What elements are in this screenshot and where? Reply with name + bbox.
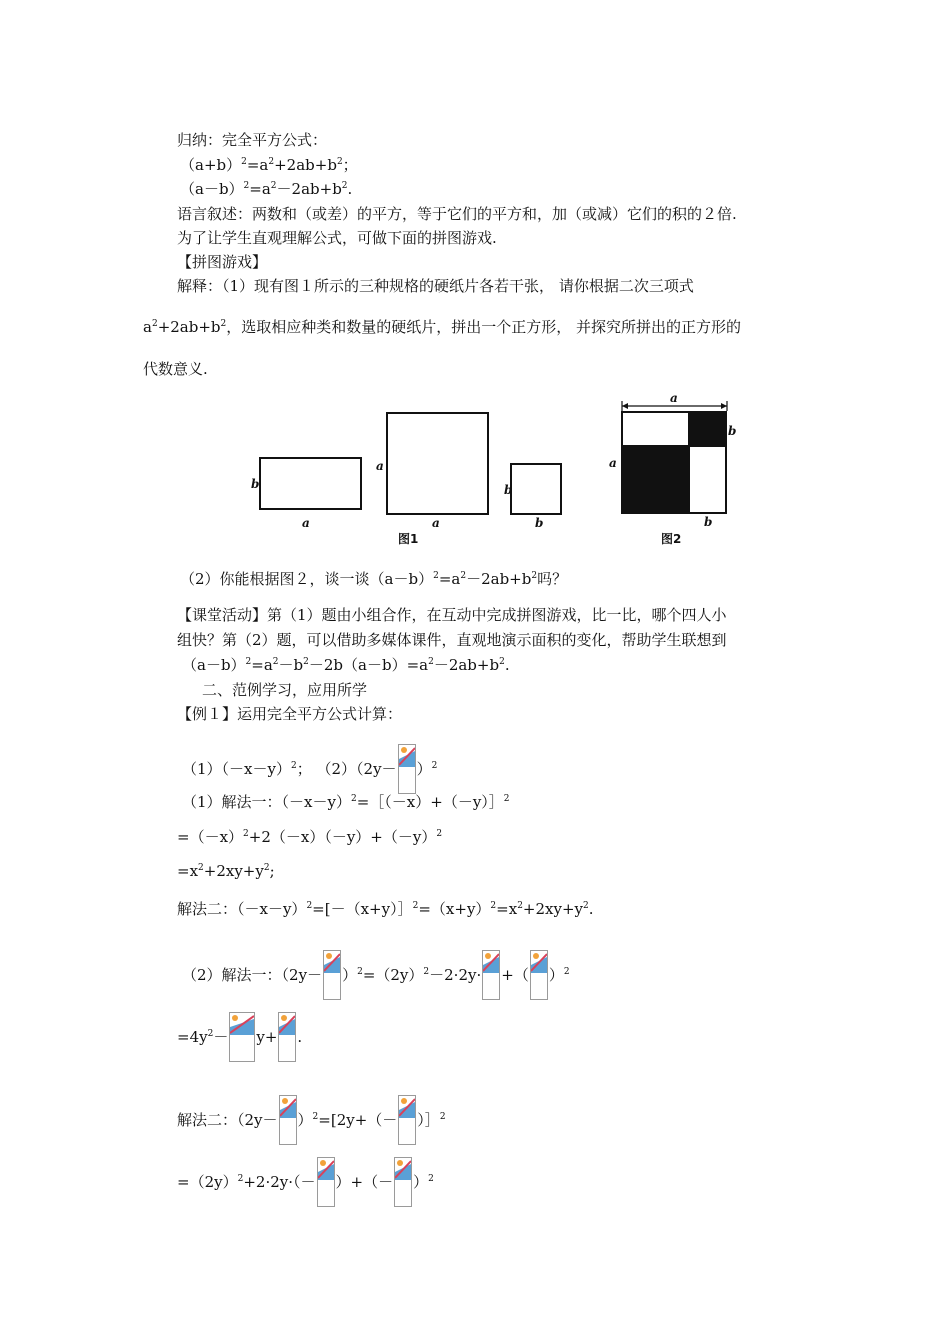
fig2-large-black <box>622 446 689 513</box>
solution-1-method-2: 解法二：$(-x-y)^2=[-(x+y)]^2=(x+y)^2=x^2+2xy+y^2$. <box>177 900 594 918</box>
label-a-3: a <box>432 516 440 530</box>
class-activity-formula: $(a-b)^2=a^2-b^2-2b(a-b)=a^2-2ab+b^2$. <box>182 656 510 674</box>
fig1-caption: 图1 <box>398 532 419 546</box>
solution-1-step-2: $=(-x)^2+2(-x)(-y)+(-y)^2$ <box>177 828 443 846</box>
broken-image-icon <box>279 1095 297 1145</box>
broken-image-icon <box>394 1157 412 1207</box>
broken-image-icon <box>482 950 500 1000</box>
puzzle-figures <box>240 388 740 553</box>
explanation-line-3: 代数意义. <box>143 360 208 378</box>
class-activity-line-1: 【课堂活动】第（1）题由小组合作，在互动中完成拼图游戏，比一比，哪个四人小 <box>177 606 727 624</box>
rect-ab <box>260 458 361 509</box>
verbal-statement: 语言叙述：两数和（或差）的平方，等于它们的平方和，加（或减）它们的积的２倍. <box>177 205 737 223</box>
label-b-2: b <box>504 483 513 497</box>
intro-game: 为了让学生直观理解公式，可做下面的拼图游戏. <box>177 229 497 247</box>
fig2-small-black <box>689 412 726 446</box>
explanation-line-2: $a^2+2ab+b^2$，选取相应种类和数量的硬纸片，拼出一个正方形， 并探究所拼出的正方形的 <box>143 318 742 336</box>
broken-image-icon <box>398 744 416 794</box>
square-bb <box>511 464 561 514</box>
explanation-line-1: 解释：（1）现有图１所示的三种规格的硬纸片各若干张， 请你根据二次三项式 <box>177 277 694 295</box>
broken-image-icon <box>323 950 341 1000</box>
example-1-problems: $(1)(-x-y)^2$； （2）（2y－ ）$^2$ <box>182 744 437 794</box>
class-activity-line-2: 组快？第（2）题，可以借助多媒体课件，直观地演示面积的变化，帮助学生联想到 <box>177 631 727 649</box>
label-b-right: b <box>728 424 737 438</box>
label-b-3: b <box>535 516 544 530</box>
game-heading: 【拼图游戏】 <box>177 253 268 271</box>
fig2-caption: 图2 <box>661 532 682 546</box>
solution-1-method-1: （1）解法一：$(-x-y)^2=[(-x)+(-y)]^2$ <box>182 793 510 811</box>
solution-2-method-2: 解法二：（2y－ ）$^2$=[2y+（－ ）］$^2$ <box>177 1095 446 1145</box>
section-heading-2: 二、范例学习，应用所学 <box>202 681 368 699</box>
example-1-heading: 【例１】运用完全平方公式计算： <box>177 705 403 723</box>
formula-diff-square: $(a-b)^2=a^2-2ab+b^2$. <box>180 180 353 198</box>
broken-image-icon <box>530 950 548 1000</box>
broken-image-icon <box>229 1012 255 1062</box>
broken-image-icon <box>398 1095 416 1145</box>
label-a-left: a <box>609 456 617 470</box>
label-b-1: b <box>251 477 260 491</box>
broken-image-icon <box>317 1157 335 1207</box>
solution-2-method-2-step: $=(2y)^2+2\cdot 2y\cdot(-$ ）+（－ ）$^2$ <box>177 1157 434 1207</box>
label-a-top: a <box>670 391 678 405</box>
label-a-2: a <box>376 459 384 473</box>
question-2: （2）你能根据图２，谈一谈$(a-b)^2=a^2-2ab+b^2$吗？ <box>180 570 568 588</box>
square-aa <box>387 413 488 514</box>
label-b-bottom: b <box>704 515 713 529</box>
formula-sum-square: $(a+b)^2=a^2+2ab+b^2$； <box>180 156 358 174</box>
label-a-1: a <box>302 516 310 530</box>
solution-1-step-3: $=x^2+2xy+y^2$; <box>177 862 275 880</box>
solution-2-method-1: （2）解法一：（2y－ ）$^2=(2y)^2-2\cdot 2y\cdot$ +（ ）$^2$ <box>182 950 570 1000</box>
solution-2-step-2: $=4y^2-$ y+ . <box>177 1012 302 1062</box>
broken-image-icon <box>278 1012 296 1062</box>
summary-heading: 归纳：完全平方公式： <box>177 131 328 149</box>
